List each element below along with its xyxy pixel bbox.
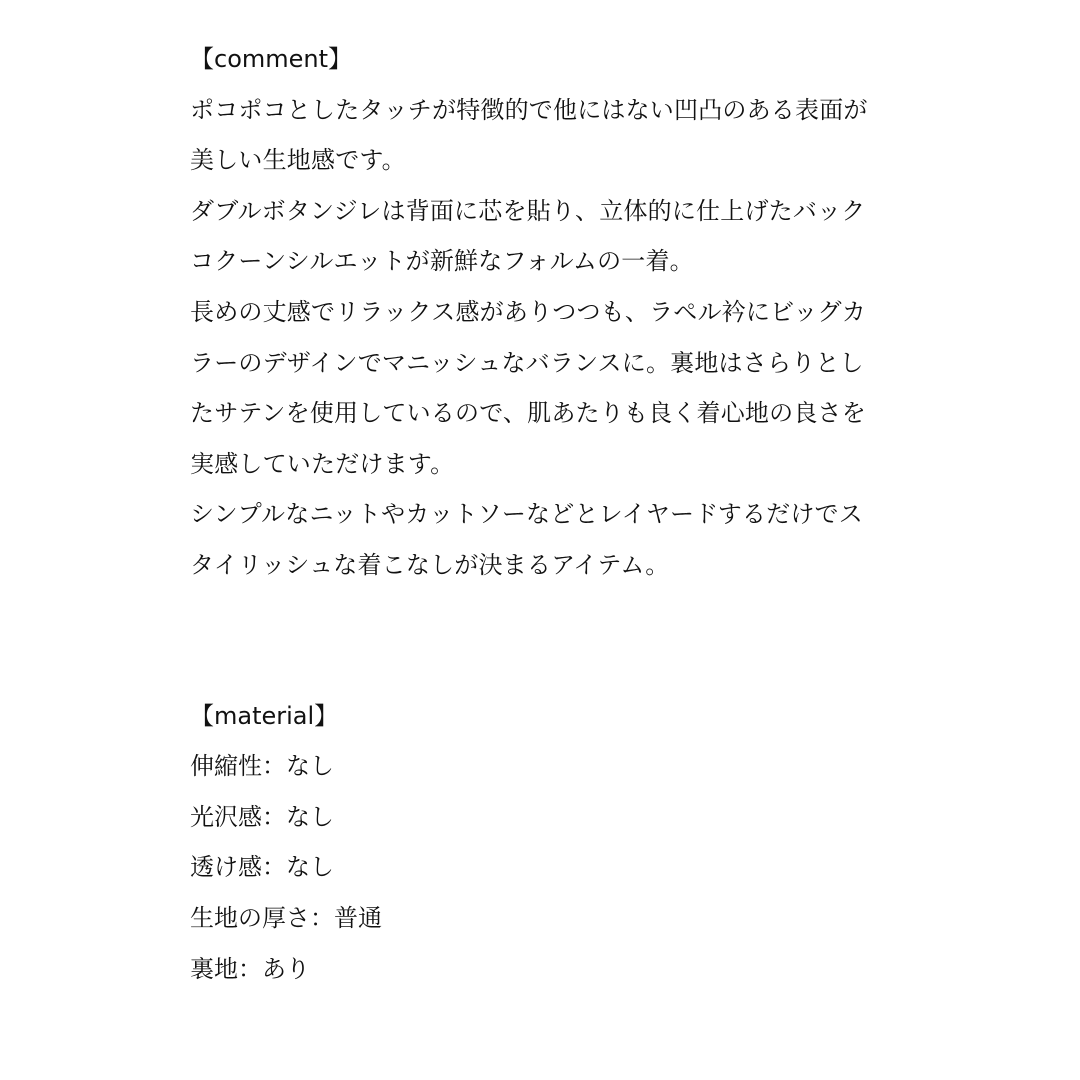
comment-line: たサテンを使用しているので、肌あたりも良く着心地の良さを [190, 399, 866, 428]
spec-gloss: 光沢感：なし [190, 802, 334, 831]
comment-heading: 【comment】 [190, 45, 353, 73]
comment-line: コクーンシルエットが新鮮なフォルムの一着。 [190, 247, 694, 276]
comment-line: 美しい生地感です。 [190, 146, 406, 175]
comment-line: 長めの丈感でリラックス感がありつつも、ラペル衿にビッグカ [190, 297, 866, 326]
comment-line: ダブルボタンジレは背面に芯を貼り、立体的に仕上げたバック [190, 196, 866, 225]
material-heading: 【material】 [190, 701, 339, 730]
spec-thickness: 生地の厚さ：普通 [190, 903, 382, 932]
comment-line: タイリッシュな着こなしが決まるアイテム。 [190, 550, 670, 579]
spec-stretch: 伸縮性：なし [190, 752, 334, 781]
spec-sheerness: 透け感：なし [190, 853, 334, 882]
comment-line: シンプルなニットやカットソーなどとレイヤードするだけでス [190, 500, 863, 529]
material-specs [190, 741, 910, 994]
comment-line: ポコポコとしたタッチが特徴的で他にはない凹凸のある表面が [190, 95, 868, 124]
product-description [190, 34, 910, 994]
comment-line: ラーのデザインでマニッシュなバランスに。裏地はさらりとし [190, 348, 864, 377]
comment-body [190, 85, 910, 591]
section-spacer [190, 591, 910, 691]
spec-lining: 裏地：あり [190, 954, 310, 983]
comment-line: 実感していただけます。 [190, 449, 455, 478]
